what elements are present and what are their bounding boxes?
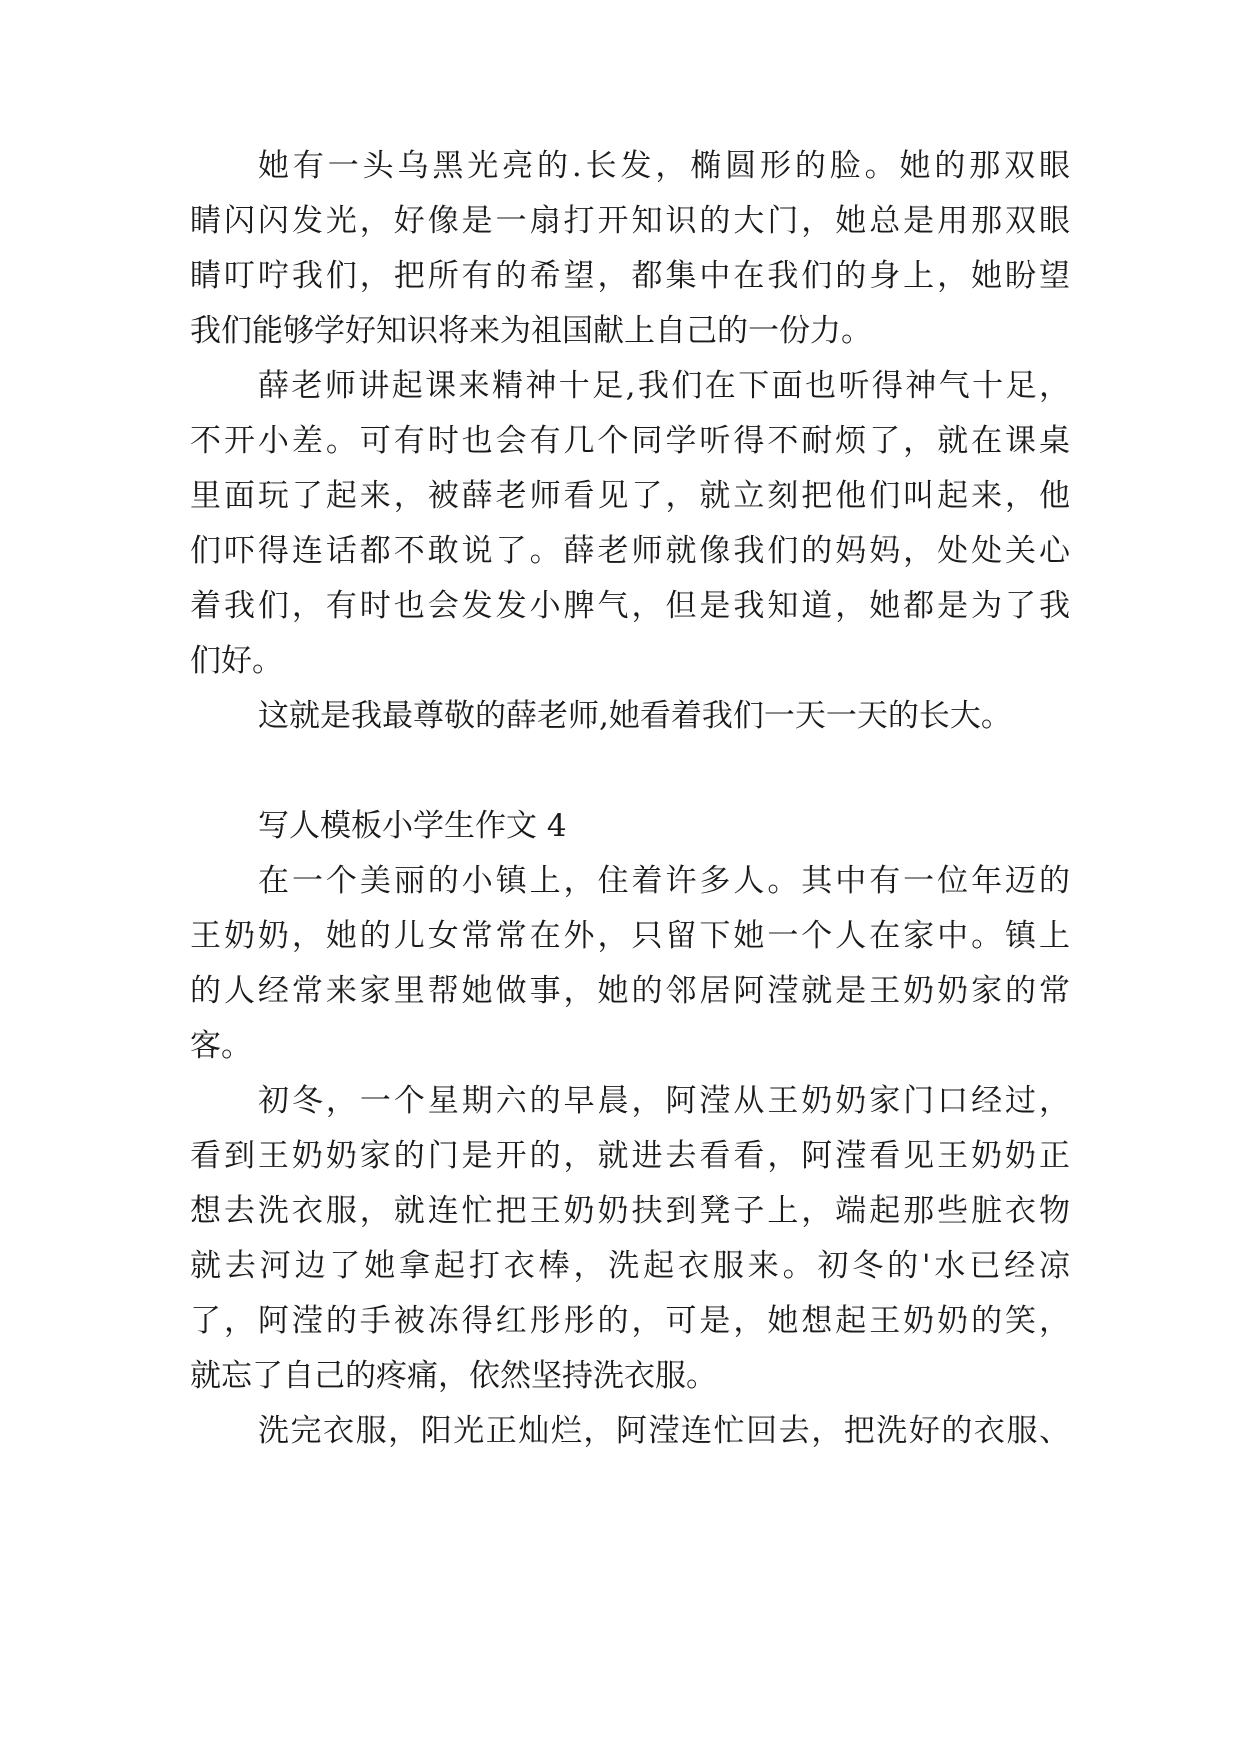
paragraph-line: 我们能够学好知识将来为祖国献上自己的一份力。 xyxy=(190,313,872,349)
paragraph-line: 们吓得连话都不敢说了。薛老师就像我们的妈妈，处处关心 xyxy=(190,533,1070,569)
paragraph-line: 不开小差。可有时也会有几个同学听得不耐烦了，就在课桌 xyxy=(190,423,1070,459)
paragraph-line: 在一个美丽的小镇上，住着许多人。其中有一位年迈的 xyxy=(258,863,1070,899)
paragraph-line: 了，阿滢的手被冻得红彤彤的，可是，她想起王奶奶的笑， xyxy=(190,1303,1070,1339)
paragraph-line: 的人经常来家里帮她做事，她的邻居阿滢就是王奶奶家的常 xyxy=(190,973,1070,1009)
paragraph-line: 就忘了自己的疼痛，依然坚持洗衣服。 xyxy=(190,1358,717,1394)
paragraph-line: 就去河边了她拿起打衣棒，洗起衣服来。初冬的'水已经凉 xyxy=(190,1248,1070,1284)
paragraph-line: 们好。 xyxy=(190,643,283,679)
paragraph-line: 看到王奶奶家的门是开的，就进去看看，阿滢看见王奶奶正 xyxy=(190,1138,1070,1174)
paragraph-line: 洗完衣服，阳光正灿烂，阿滢连忙回去，把洗好的衣服、 xyxy=(258,1413,1070,1449)
paragraph-line: 睛叮咛我们，把所有的希望，都集中在我们的身上，她盼望 xyxy=(190,258,1070,294)
paragraph-line: 初冬，一个星期六的早晨，阿滢从王奶奶家门口经过， xyxy=(258,1083,1070,1119)
paragraph-line: 王奶奶，她的儿女常常在外，只留下她一个人在家中。镇上 xyxy=(190,918,1070,954)
paragraph-line: 这就是我最尊敬的薛老师,她看着我们一天一天的长大。 xyxy=(258,698,1012,734)
paragraph-line: 薛老师讲起课来精神十足,我们在下面也听得神气十足， xyxy=(258,368,1070,404)
paragraph-line: 客。 xyxy=(190,1028,252,1064)
paragraph-line: 睛闪闪发光，好像是一扇打开知识的大门，她总是用那双眼 xyxy=(190,203,1070,239)
paragraph-line: 着我们，有时也会发发小脾气，但是我知道，她都是为了我 xyxy=(190,588,1070,624)
paragraph-line: 里面玩了起来，被薛老师看见了，就立刻把他们叫起来，他 xyxy=(190,478,1070,514)
section-heading: 写人模板小学生作文 4 xyxy=(258,808,567,844)
paragraph-line: 想去洗衣服，就连忙把王奶奶扶到凳子上，端起那些脏衣物 xyxy=(190,1193,1070,1229)
paragraph-line: 她有一头乌黑光亮的.长发，椭圆形的脸。她的那双眼 xyxy=(258,148,1070,184)
